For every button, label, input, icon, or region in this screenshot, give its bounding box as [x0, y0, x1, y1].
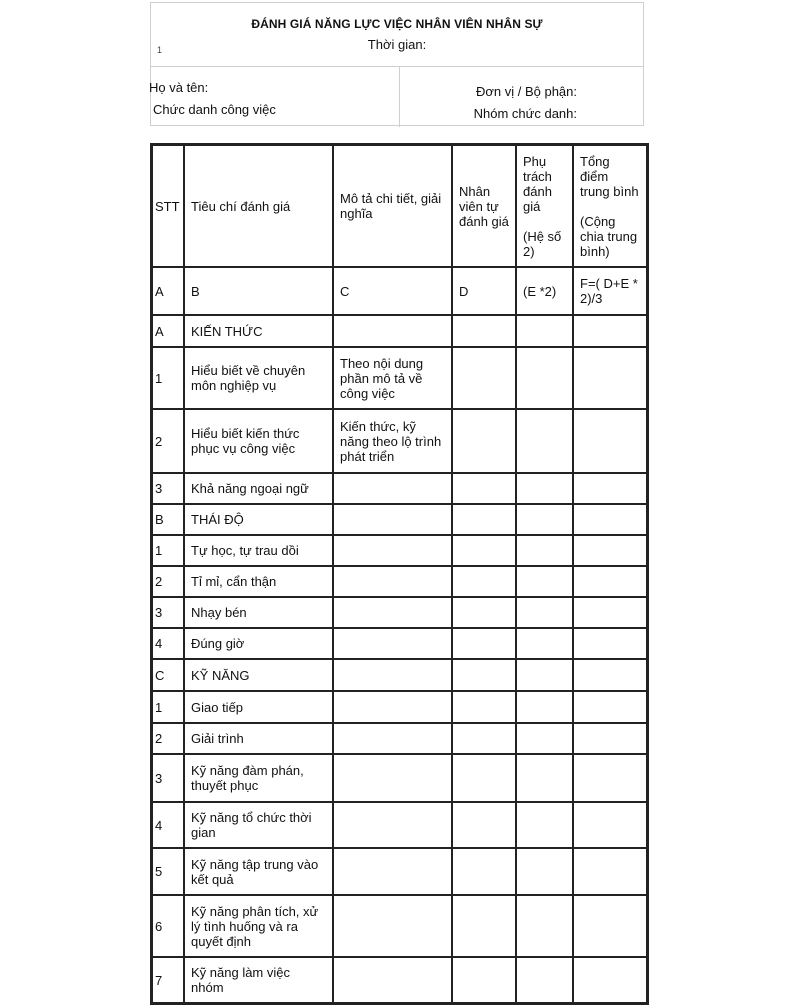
table-row	[152, 566, 647, 597]
row-manager-score[interactable]	[516, 691, 573, 723]
row-stt: 3	[152, 754, 184, 802]
row-description	[333, 566, 452, 597]
table-row	[152, 659, 647, 691]
row-average-score[interactable]	[573, 535, 647, 566]
row-average-score[interactable]	[573, 473, 647, 504]
row-stt: 4	[152, 628, 184, 659]
row-manager-score[interactable]	[516, 347, 573, 409]
row-manager-score[interactable]	[516, 957, 573, 1003]
row-self-score[interactable]	[452, 566, 516, 597]
row-self-score[interactable]	[452, 504, 516, 535]
row-self-score[interactable]	[452, 754, 516, 802]
table-row	[152, 754, 647, 802]
row-average-score[interactable]	[573, 347, 647, 409]
job-title-label: Chức danh công việc	[153, 102, 276, 117]
row-criterion: Hiểu biết kiến thức phục vụ công việc	[184, 409, 333, 473]
row-manager-score[interactable]	[516, 802, 573, 848]
row-criterion: Đúng giờ	[184, 628, 333, 659]
row-description: Kiến thức, kỹ năng theo lộ trình phát triển	[333, 409, 452, 473]
unit-label: Đơn vị / Bộ phận:	[475, 84, 577, 99]
row-stt: 1	[152, 691, 184, 723]
form-title: ĐÁNH GIÁ NĂNG LỰC VIỆC NHÂN VIÊN NHÂN SỰ	[251, 17, 543, 31]
row-criterion: KỸ NĂNG	[184, 659, 333, 691]
row-criterion: Giao tiếp	[184, 691, 333, 723]
row-manager-score[interactable]	[516, 754, 573, 802]
group-label: Nhóm chức danh:	[473, 106, 577, 121]
row-criterion: Kỹ năng tổ chức thời gian	[184, 802, 333, 848]
col-header-criterion: Tiêu chí đánh giá	[184, 145, 333, 267]
row-stt: 3	[152, 473, 184, 504]
table-row	[152, 957, 647, 1003]
row-average-score[interactable]	[573, 723, 647, 754]
table-row	[152, 597, 647, 628]
row-manager-score[interactable]	[516, 504, 573, 535]
evaluation-table	[150, 143, 649, 1005]
table-row	[152, 315, 647, 347]
row-stt: B	[152, 504, 184, 535]
row-stt: C	[152, 659, 184, 691]
table-row	[152, 409, 647, 473]
col-header-self-assessment: Nhân viên tự đánh giá	[452, 145, 516, 267]
row-description	[333, 895, 452, 957]
row-average-score[interactable]	[573, 659, 647, 691]
row-criterion: THÁI ĐỘ	[184, 504, 333, 535]
row-self-score[interactable]	[452, 347, 516, 409]
row-stt: 1	[152, 347, 184, 409]
header-title-row	[151, 3, 643, 67]
row-stt: 4	[152, 802, 184, 848]
row-self-score[interactable]	[452, 691, 516, 723]
table-row	[152, 504, 647, 535]
col-header-manager-assessment: Phụ trách đánh giá (Hệ số 2)	[516, 145, 573, 267]
row-criterion: Tự học, tự trau dồi	[184, 535, 333, 566]
row-self-score[interactable]	[452, 628, 516, 659]
row-self-score[interactable]	[452, 895, 516, 957]
row-average-score[interactable]	[573, 957, 647, 1003]
table-row	[152, 802, 647, 848]
row-description	[333, 535, 452, 566]
row-average-score[interactable]	[573, 754, 647, 802]
row-self-score[interactable]	[452, 473, 516, 504]
row-average-score[interactable]	[573, 504, 647, 535]
letter-e: (E *2)	[516, 267, 573, 315]
row-self-score[interactable]	[452, 659, 516, 691]
row-description	[333, 754, 452, 802]
row-criterion: Hiểu biết về chuyên môn nghiệp vụ	[184, 347, 333, 409]
row-manager-score[interactable]	[516, 895, 573, 957]
row-manager-score[interactable]	[516, 628, 573, 659]
row-stt: 1	[152, 535, 184, 566]
row-description	[333, 473, 452, 504]
letter-d: D	[452, 267, 516, 315]
page-number: 1	[157, 45, 163, 55]
row-average-score[interactable]	[573, 628, 647, 659]
time-label: Thời gian:	[367, 37, 427, 52]
table-row	[152, 723, 647, 754]
row-average-score[interactable]	[573, 895, 647, 957]
row-average-score[interactable]	[573, 691, 647, 723]
letter-a: A	[152, 267, 184, 315]
row-description	[333, 628, 452, 659]
row-description	[333, 597, 452, 628]
letter-b: B	[184, 267, 333, 315]
row-stt: 6	[152, 895, 184, 957]
col-header-average-score: Tổng điểm trung bình (Cộng chia trung bình)	[573, 145, 647, 267]
table-letter-row	[152, 267, 647, 315]
row-manager-score[interactable]	[516, 566, 573, 597]
table-row	[152, 347, 647, 409]
row-stt: 2	[152, 566, 184, 597]
row-average-score[interactable]	[573, 597, 647, 628]
row-stt: 3	[152, 597, 184, 628]
row-description	[333, 659, 452, 691]
row-average-score[interactable]	[573, 409, 647, 473]
row-average-score[interactable]	[573, 802, 647, 848]
row-description	[333, 848, 452, 895]
row-criterion: Kỹ năng phân tích, xử lý tình huống và ra quyết định	[184, 895, 333, 957]
row-stt: 5	[152, 848, 184, 895]
row-criterion: Khả năng ngoại ngữ	[184, 473, 333, 504]
row-stt: A	[152, 315, 184, 347]
header-divider	[399, 67, 400, 127]
row-description	[333, 315, 452, 347]
table-row	[152, 473, 647, 504]
row-criterion: Giải trình	[184, 723, 333, 754]
table-row	[152, 691, 647, 723]
row-criterion: Kỹ năng làm việc nhóm	[184, 957, 333, 1003]
table-row	[152, 895, 647, 957]
letter-c: C	[333, 267, 452, 315]
row-self-score[interactable]	[452, 409, 516, 473]
row-self-score[interactable]	[452, 535, 516, 566]
row-criterion: Tỉ mỉ, cẩn thận	[184, 566, 333, 597]
table-header-row	[152, 145, 647, 267]
row-self-score[interactable]	[452, 802, 516, 848]
row-criterion: Kỹ năng đàm phán, thuyết phục	[184, 754, 333, 802]
table-row	[152, 848, 647, 895]
row-description	[333, 957, 452, 1003]
row-average-score[interactable]	[573, 566, 647, 597]
row-stt: 2	[152, 723, 184, 754]
row-manager-score[interactable]	[516, 597, 573, 628]
col-header-description: Mô tả chi tiết, giải nghĩa	[333, 145, 452, 267]
row-average-score[interactable]	[573, 315, 647, 347]
row-manager-score[interactable]	[516, 659, 573, 691]
table-row	[152, 535, 647, 566]
row-self-score[interactable]	[452, 723, 516, 754]
row-manager-score[interactable]	[516, 473, 573, 504]
row-description	[333, 723, 452, 754]
letter-f: F=( D+E * 2)/3	[573, 267, 647, 315]
row-description	[333, 691, 452, 723]
row-criterion: Kỹ năng tập trung vào kết quả	[184, 848, 333, 895]
row-manager-score[interactable]	[516, 315, 573, 347]
row-self-score[interactable]	[452, 957, 516, 1003]
row-description	[333, 504, 452, 535]
row-description	[333, 802, 452, 848]
row-criterion: Nhạy bén	[184, 597, 333, 628]
row-manager-score[interactable]	[516, 723, 573, 754]
row-criterion: KIẾN THỨC	[184, 315, 333, 347]
row-average-score[interactable]	[573, 848, 647, 895]
form-header	[150, 2, 644, 126]
row-manager-score[interactable]	[516, 409, 573, 473]
row-stt: 7	[152, 957, 184, 1003]
row-stt: 2	[152, 409, 184, 473]
table-row	[152, 628, 647, 659]
row-self-score[interactable]	[452, 848, 516, 895]
row-self-score[interactable]	[452, 597, 516, 628]
col-header-stt: STT	[152, 145, 184, 267]
row-self-score[interactable]	[452, 315, 516, 347]
name-label: Họ và tên:	[149, 80, 209, 95]
row-manager-score[interactable]	[516, 848, 573, 895]
row-description: Theo nội dung phần mô tả về công việc	[333, 347, 452, 409]
row-manager-score[interactable]	[516, 535, 573, 566]
